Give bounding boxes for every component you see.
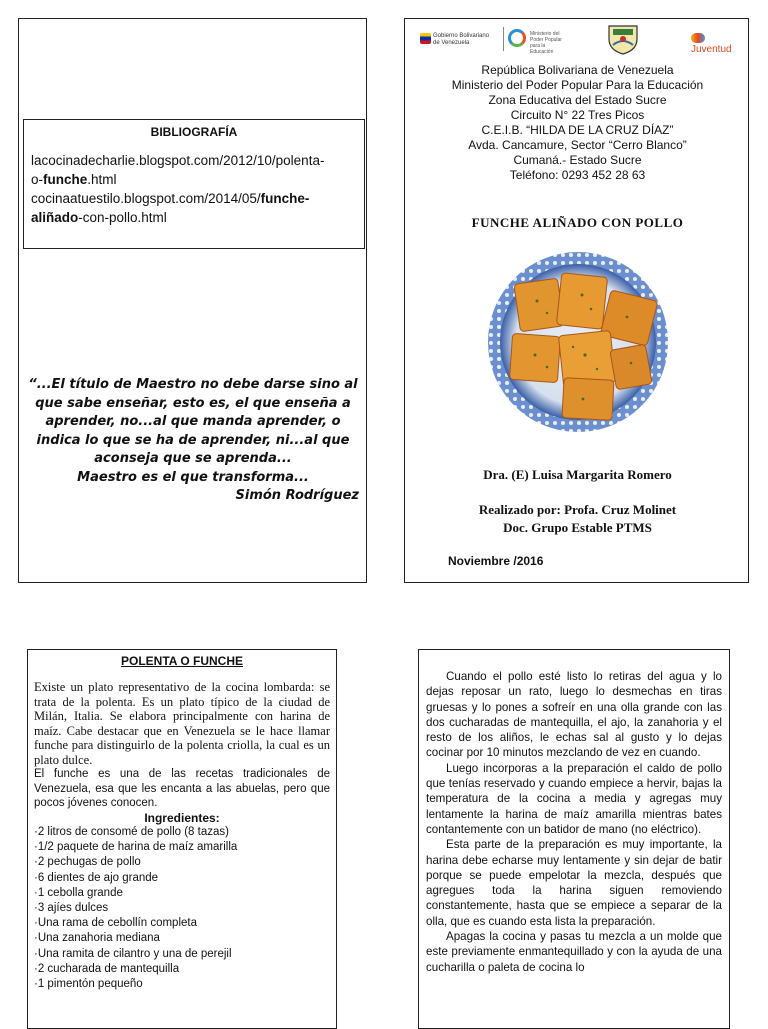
institution-line: Teléfono: 0293 452 28 63 bbox=[509, 168, 646, 182]
ingredient-item: ·Una ramita de cilantro y una de perejil bbox=[34, 947, 232, 960]
step-paragraph: Cuando el pollo esté listo lo retiras del agua y lo dejas reposar un rato, luego lo desmechas en tiras gruesas y lo pones a sofreír en una olla grande con las dos cucharadas de mantequilla, el ajo, la zanahoria y el resto de los aliños, le echas sal al gusto y lo dejas cocinar por 10 minutos mezclando de vez en cuando. bbox=[426, 670, 722, 760]
quote-line: aprender, no...al que manda aprender, o bbox=[45, 414, 341, 429]
ingredient-item: ·3 ajíes dulces bbox=[34, 902, 109, 915]
institution-line: C.E.I.B. “HILDA DE LA CRUZ DÍAZ” bbox=[481, 123, 674, 137]
government-logo: Gobierno Bolivariano de Venezuela bbox=[420, 31, 490, 49]
ingredient-item: ·Una rama de cebollín completa bbox=[34, 917, 197, 930]
institution-line: Avda. Cancamure, Sector “Cerro Blanco” bbox=[468, 138, 687, 152]
bibliography-box bbox=[23, 119, 365, 249]
step-paragraph: Apagas la cocina y pasas tu mezcla a un molde que este previamente enmantequillado y con la ayuda de una cucharilla o paleta de cocina lo bbox=[426, 930, 722, 974]
institution-line: Circuito N° 22 Tres Picos bbox=[510, 108, 645, 122]
ingredient-item: ·1 cebolla grande bbox=[34, 886, 123, 899]
juventud-logo: Juventud bbox=[691, 33, 745, 55]
ingredient-item: ·1/2 paquete de harina de maíz amarilla bbox=[34, 841, 238, 854]
quote-line: indica lo que se ha de aprender, ni...al que bbox=[36, 432, 350, 448]
ministry-ring-icon bbox=[508, 29, 526, 47]
quote-line: que sabe enseñar, esto es, el que enseña a bbox=[35, 395, 351, 411]
publication-date: Noviembre /2016 bbox=[448, 554, 544, 568]
ingredient-item: ·2 litros de consomé de pollo (8 tazas) bbox=[34, 826, 229, 838]
ingredient-item: ·1 pimentón pequeño bbox=[34, 978, 143, 991]
quote-line: “...El título de Maestro no debe darse sino al bbox=[28, 377, 358, 392]
institution-line: Cumaná.- Estado Sucre bbox=[513, 153, 642, 167]
flag-icon bbox=[420, 33, 431, 44]
ingredients-title: Ingredientes: bbox=[144, 810, 220, 825]
quote-author: Simón Rodríguez bbox=[235, 488, 359, 503]
quote-block bbox=[25, 376, 361, 506]
author-line: Dra. (E) Luisa Margarita Romero bbox=[483, 467, 672, 482]
institution-line: Zona Educativa del Estado Sucre bbox=[488, 93, 667, 107]
bibliography-link-1[interactable]: lacocinadecharlie.blogspot.com/2012/10/polenta- o-funche.html bbox=[31, 153, 325, 187]
school-shield-icon bbox=[605, 23, 641, 55]
section-title: POLENTA O FUNCHE bbox=[121, 654, 243, 668]
back-cover-panel bbox=[18, 18, 367, 583]
ingredient-item: ·6 dientes de ajo grande bbox=[34, 871, 159, 884]
author-line: Doc. Grupo Estable PTMS bbox=[503, 520, 652, 535]
recipe-title: FUNCHE ALIÑADO CON POLLO bbox=[471, 215, 684, 230]
funche-plate-photo bbox=[487, 251, 669, 433]
ingredients-list bbox=[34, 825, 330, 992]
quote-line: aconseja que se aprenda... bbox=[94, 451, 292, 466]
ministry-logo-text: Ministerio del Poder Popular para la Educación bbox=[530, 31, 562, 55]
intro-paragraph: El funche es una de las recetas tradicionales de Venezuela, esa que les encanta a las abuelas, pero que pocos jóvenes conocen. bbox=[34, 768, 330, 809]
ingredient-item: ·Una zanahoria mediana bbox=[34, 932, 160, 945]
logo-divider bbox=[503, 27, 504, 51]
intro-panel bbox=[27, 649, 337, 1029]
institution-line: Ministerio del Poder Popular Para la Educación bbox=[451, 78, 704, 92]
quote-line: Maestro es el que transforma... bbox=[77, 469, 309, 485]
author-line: Realizado por: Profa. Cruz Molinet bbox=[478, 502, 677, 517]
ingredient-item: ·2 cucharada de mantequilla bbox=[34, 962, 180, 975]
bibliography-title: BIBLIOGRAFÍA bbox=[150, 125, 238, 139]
logo-bar bbox=[415, 23, 745, 59]
front-cover-panel bbox=[404, 18, 749, 583]
step-paragraph: Esta parte de la preparación es muy importante, la harina debe echarse muy lentamente y sin dejar de batir porque se puede empelotar la mezcla, después que agregues toda la harina siguen removiendo constantemente, hasta que se empiece a separar de la olla, que es cuando esta lista la preparación. bbox=[426, 838, 722, 928]
ingredient-item: ·2 pechugas de pollo bbox=[34, 856, 141, 869]
steps-panel bbox=[418, 649, 730, 1029]
juventud-mark-icon bbox=[691, 33, 705, 43]
step-paragraph: Luego incorporas a la preparación el caldo de pollo que tenías reservado y cuando empiece a hervir, bajas la temperatura de la cocina a media y agregas muy lentamente la harina de maíz amarilla mientras bates contantemente con un batidor de mano (no eléctrico). bbox=[426, 761, 722, 836]
institution-header bbox=[405, 63, 750, 183]
bibliography-link-2[interactable]: cocinaatuestilo.blogspot.com/2014/05/funche- aliñado-con-pollo.html bbox=[31, 191, 310, 225]
institution-line: República Bolivariana de Venezuela bbox=[481, 63, 674, 77]
intro-paragraph: Existe un plato representativo de la cocina lombarda: se trata de la polenta. Es un plato típico de la ciudad de Milán, Italia. Se elabora principalmente con harina de maíz. Cabe destacar que en Venezuela se le hace llamar funche para distinguirlo de la polenta criolla, la cual es un plato dulce. bbox=[34, 680, 330, 767]
